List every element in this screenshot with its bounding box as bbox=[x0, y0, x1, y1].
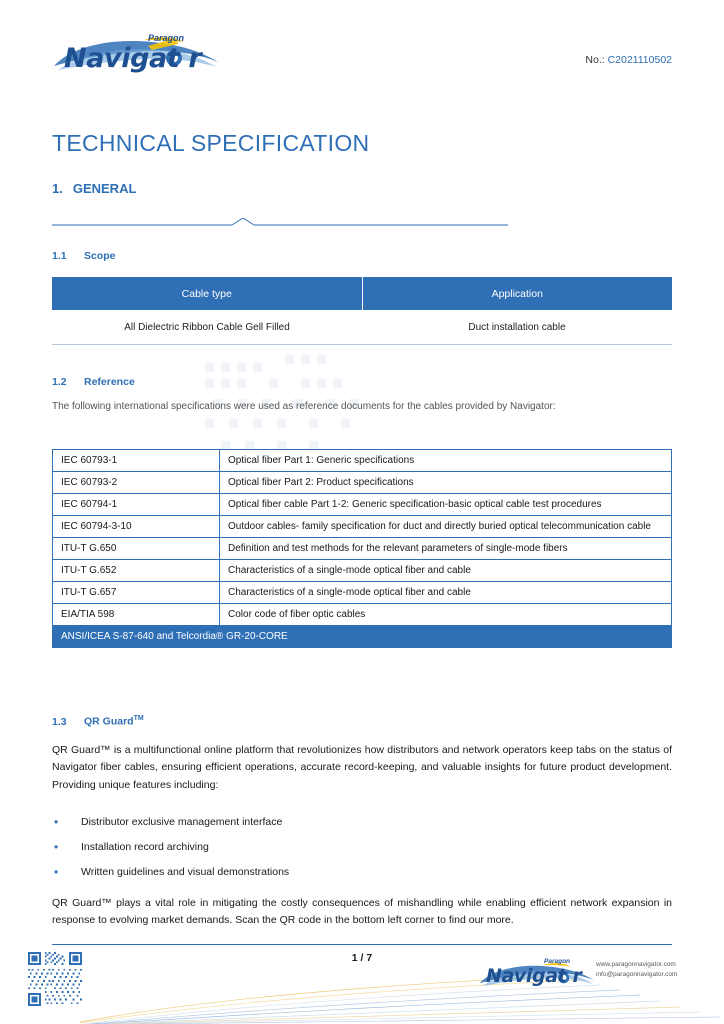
table-row bbox=[53, 538, 672, 560]
footer-logo-paragon-text: Paragon bbox=[544, 958, 571, 965]
section-label: GENERAL bbox=[72, 181, 137, 196]
reference-description: Characteristics of a single-mode optical fiber and cable bbox=[220, 560, 672, 582]
reference-standard: ITU-T G.657 bbox=[53, 582, 220, 604]
page-title: TECHNICAL SPECIFICATION bbox=[52, 130, 370, 156]
page-number: 1 / 7 bbox=[351, 952, 373, 964]
list-item: • Distributor exclusive management interface bbox=[52, 810, 672, 835]
table-row bbox=[53, 516, 672, 538]
page-header bbox=[0, 0, 724, 100]
footer-navigator-logo bbox=[478, 958, 596, 988]
table-row bbox=[52, 310, 672, 345]
list-item: • Written guidelines and visual demonstrations bbox=[52, 860, 672, 885]
navigator-logo bbox=[52, 32, 222, 80]
list-item: • Installation record archiving bbox=[52, 835, 672, 860]
document-number-value: C2021110502 bbox=[607, 54, 672, 66]
section-divider bbox=[52, 218, 508, 228]
subsection-scope-label: Scope bbox=[84, 250, 116, 262]
scope-header-cable-type: Cable type bbox=[52, 277, 362, 310]
scope-header-application: Application bbox=[362, 277, 672, 310]
subsection-qrguard-number: 1.3 bbox=[52, 715, 67, 728]
subsection-scope-number: 1.1 bbox=[52, 250, 67, 262]
reference-description: Definition and test methods for the relevant parameters of single-mode fibers bbox=[220, 538, 672, 560]
document-number-label: No.: bbox=[585, 54, 608, 66]
reference-description: Characteristics of a single-mode optical fiber and cable bbox=[220, 582, 672, 604]
reference-table bbox=[52, 449, 672, 648]
reference-standard: EIA/TIA 598 bbox=[53, 604, 220, 626]
table-row bbox=[53, 450, 672, 472]
footer-logo-wordmark: Navigat r bbox=[486, 965, 582, 987]
footer-contact-info bbox=[596, 960, 677, 980]
scope-cell-application: Duct installation cable bbox=[362, 310, 672, 345]
logo-paragon-text: Paragon bbox=[148, 33, 185, 43]
scope-table-header-row bbox=[52, 277, 672, 310]
reference-full-row: ANSI/ICEA S-87-640 and Telcordia® GR-20-CORE bbox=[53, 626, 672, 648]
subsection-reference-number: 1.2 bbox=[52, 376, 67, 388]
section-heading bbox=[52, 181, 136, 196]
reference-description: Optical fiber cable Part 1-2: Generic specification-basic optical cable test procedures bbox=[220, 494, 672, 516]
reference-standard: IEC 60793-1 bbox=[53, 450, 220, 472]
table-row bbox=[53, 604, 672, 626]
table-row bbox=[53, 626, 672, 648]
document-number bbox=[585, 54, 672, 66]
qrguard-paragraph-2: QR Guard™ plays a vital role in mitigating the costly consequences of mishandling while enabling efficient network expansion in response to evolving market demands. Scan the QR code in the bottom left corner to find our more. bbox=[52, 897, 672, 927]
qrguard-feature-list bbox=[52, 810, 672, 885]
subsection-qrguard-heading bbox=[52, 715, 144, 728]
reference-description: Color code of fiber optic cables bbox=[220, 604, 672, 626]
scope-cell-cable-type: All Dielectric Ribbon Cable Gell Filled bbox=[52, 310, 362, 345]
table-row bbox=[53, 582, 672, 604]
footer-email[interactable]: info@paragonnavigator.com bbox=[596, 971, 678, 979]
subsection-reference-heading bbox=[52, 376, 135, 388]
footer-website[interactable]: www.paragonnavigator.com bbox=[596, 961, 676, 968]
trademark-superscript: TM bbox=[133, 715, 144, 722]
scope-table bbox=[52, 277, 672, 345]
section-number: 1. bbox=[52, 181, 63, 196]
reference-standard: IEC 60794-1 bbox=[53, 494, 220, 516]
reference-description: Outdoor cables- family specification for duct and directly buried optical telecommunication cable bbox=[220, 516, 672, 538]
reference-standard: IEC 60793-2 bbox=[53, 472, 220, 494]
table-row bbox=[53, 560, 672, 582]
logo-wordmark: Navigat r bbox=[64, 43, 202, 74]
subsection-scope-heading bbox=[52, 250, 116, 262]
reference-description: Optical fiber Part 2: Product specifications bbox=[220, 472, 672, 494]
reference-description: Optical fiber Part 1: Generic specifications bbox=[220, 450, 672, 472]
reference-standard: ITU-T G.650 bbox=[53, 538, 220, 560]
subsection-reference-label: Reference bbox=[84, 376, 135, 388]
reference-standard: IEC 60794-3-10 bbox=[53, 516, 220, 538]
table-row bbox=[53, 494, 672, 516]
reference-standard: ITU-T G.652 bbox=[53, 560, 220, 582]
qrguard-paragraph-1: QR Guard™ is a multifunctional online platform that revolutionizes how distributors and network operators keep tabs on the status of Navigator fiber cables, ensuring efficient operations, accurate record-keeping, and valuable insights for future product development. Providing unique features including: bbox=[52, 744, 672, 791]
table-row bbox=[53, 472, 672, 494]
footer-divider bbox=[52, 944, 672, 945]
reference-note: The following international specifications were used as reference documents for the cables provided by Navigator: bbox=[52, 401, 556, 412]
subsection-qrguard-label: QR Guard bbox=[84, 715, 134, 728]
